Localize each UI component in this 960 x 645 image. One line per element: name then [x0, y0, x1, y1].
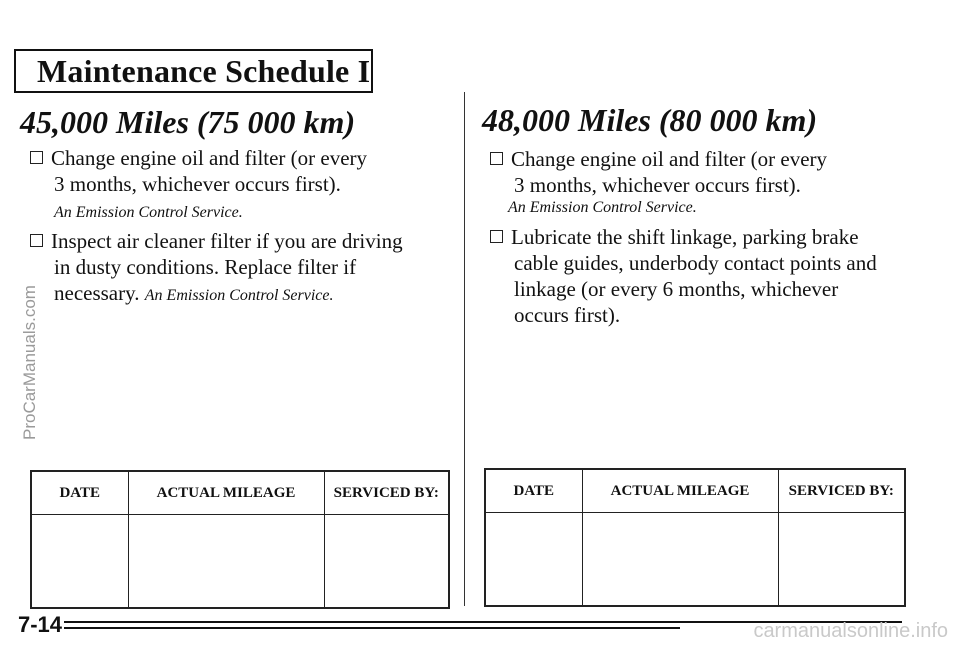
checkbox-icon	[30, 234, 43, 247]
task-text: linkage (or every 6 months, whichever	[514, 277, 839, 301]
footer-rule-bottom	[64, 627, 680, 629]
serviced-by-header: SERVICED BY:	[778, 469, 905, 513]
section-heading-45000: 45,000 Miles (75 000 km)	[20, 104, 356, 140]
date-cell[interactable]	[31, 515, 128, 609]
task-text: occurs first).	[514, 303, 621, 327]
task-text: Lubricate the shift linkage, parking brake	[511, 225, 859, 249]
page-title: Maintenance Schedule I	[37, 53, 371, 89]
checkbox-icon	[30, 151, 43, 164]
serviced-by-header: SERVICED BY:	[324, 471, 449, 515]
emission-note: An Emission Control Service.	[508, 199, 697, 216]
task-text: 3 months, whichever occurs first).	[54, 172, 341, 196]
column-divider	[464, 92, 465, 606]
mileage-cell[interactable]	[582, 513, 778, 607]
task-text: cable guides, underbody contact points and	[514, 251, 877, 275]
serviced-by-cell[interactable]	[778, 513, 905, 607]
site-watermark: carmanualsonline.info	[753, 620, 948, 642]
checkbox-icon	[490, 230, 503, 243]
mileage-cell[interactable]	[128, 515, 324, 609]
date-cell[interactable]	[485, 513, 582, 607]
task-lubricate	[490, 224, 877, 328]
date-header: DATE	[485, 469, 582, 513]
task-text: necessary.	[54, 281, 140, 305]
service-record-table-right	[484, 468, 906, 607]
task-text: Change engine oil and filter (or every	[51, 146, 368, 170]
actual-mileage-header: ACTUAL MILEAGE	[582, 469, 778, 513]
emission-note: An Emission Control Service.	[54, 204, 243, 221]
task-oil-change-left	[30, 145, 367, 197]
task-text: in dusty conditions. Replace filter if	[54, 255, 357, 279]
task-oil-change-right	[490, 146, 827, 198]
section-heading-48000: 48,000 Miles (80 000 km)	[482, 102, 818, 138]
serviced-by-cell[interactable]	[324, 515, 449, 609]
checkbox-icon	[490, 152, 503, 165]
actual-mileage-header: ACTUAL MILEAGE	[128, 471, 324, 515]
watermark-text: ProCarManuals.com	[20, 285, 39, 440]
task-air-filter	[30, 228, 403, 309]
service-record-table-left	[30, 470, 450, 609]
emission-note: An Emission Control Service.	[144, 287, 334, 304]
task-text: 3 months, whichever occurs first).	[514, 173, 801, 197]
task-text: Inspect air cleaner filter if you are driving	[51, 229, 403, 253]
task-text: Change engine oil and filter (or every	[511, 147, 828, 171]
page-number: 7-14	[18, 612, 63, 637]
date-header: DATE	[31, 471, 128, 515]
